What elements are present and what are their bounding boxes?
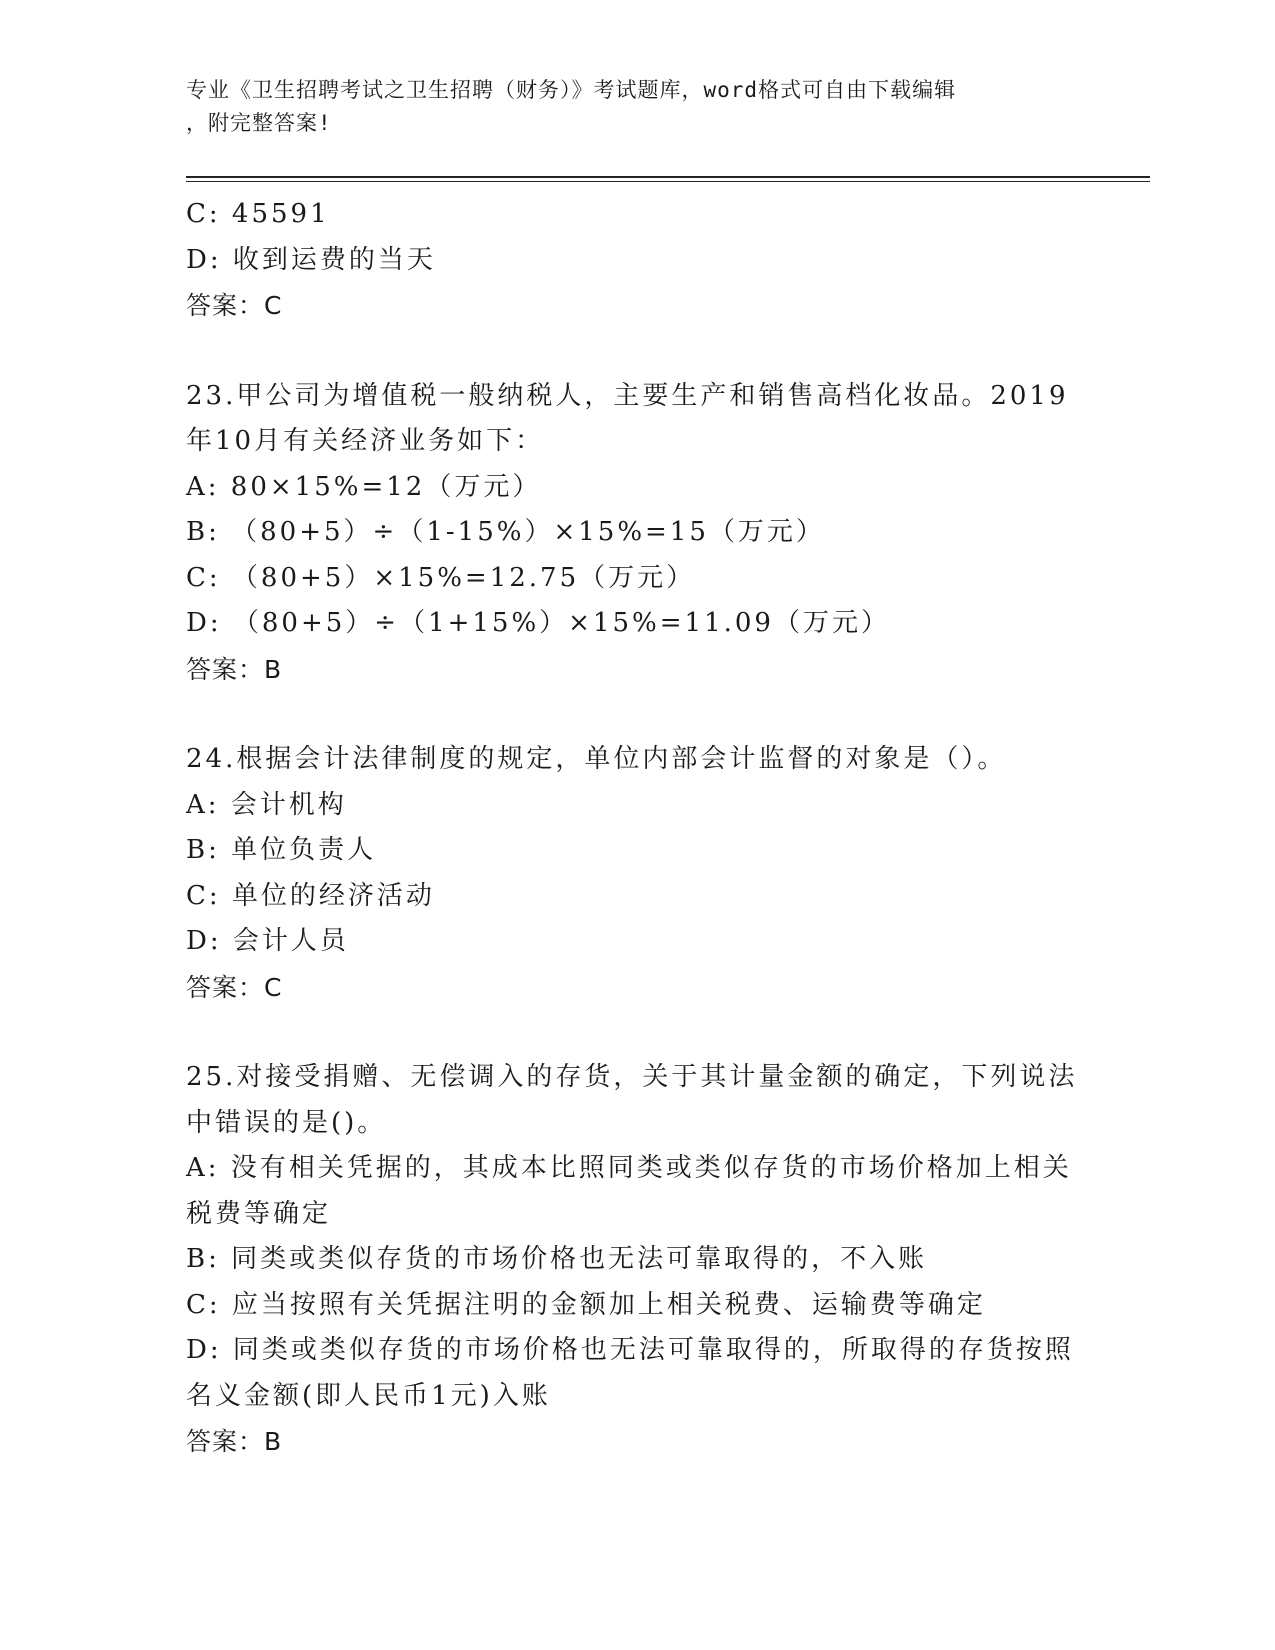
question-23	[186, 374, 1086, 693]
option-d: D: （80+5）÷（1+15%）×15%=11.09（万元）	[186, 608, 890, 638]
option-d-cont: 名义金额(即人民币1元)入账	[186, 1380, 551, 1411]
question-stem-cont: 年10月有关经济业务如下：	[186, 426, 545, 456]
answer: 答案：B	[186, 654, 283, 684]
answer: 答案：C	[186, 291, 283, 320]
header-rule-thick	[186, 176, 1150, 178]
question-stem: 24.根据会计法律制度的规定，单位内部会计监督的对象是（）。	[186, 744, 1007, 774]
option-b: B: 单位负责人	[186, 835, 377, 865]
answer: 答案：C	[186, 972, 283, 1002]
option-c: C: 单位的经济活动	[186, 880, 435, 911]
question-stem: 25.对接受捐赠、无偿调入的存货，关于其计量金额的确定，下列说法	[186, 1062, 1078, 1092]
option-a: A: 80×15%=12（万元）	[186, 471, 542, 502]
question-stem-cont: 中错误的是()。	[186, 1107, 387, 1138]
header-line-2: ，附完整答案!	[186, 111, 332, 135]
question-24	[186, 737, 1086, 1010]
question-stem: 23.甲公司为增值税一般纳税人，主要生产和销售高档化妆品。2019	[186, 380, 1069, 411]
option-c: C: 45591	[186, 199, 330, 229]
option-a: A: 没有相关凭据的，其成本比照同类或类似存货的市场价格加上相关	[186, 1153, 1072, 1183]
option-b: B: （80+5）÷（1-15%）×15%=15（万元）	[186, 517, 825, 547]
option-c: C: 应当按照有关凭据注明的金额加上相关税费、运输费等确定	[186, 1289, 986, 1320]
option-d: D: 会计人员	[186, 926, 349, 956]
option-b: B: 同类或类似存货的市场价格也无法可靠取得的，不入账	[186, 1244, 928, 1274]
header-rule-thin	[186, 181, 1150, 182]
option-a-cont: 税费等确定	[186, 1198, 332, 1229]
option-d: D: 同类或类似存货的市场价格也无法可靠取得的，所取得的存货按照	[186, 1335, 1074, 1365]
header-line-1: 专业《卫生招聘考试之卫生招聘（财务）》考试题库，word格式可自由下载编辑	[186, 78, 957, 102]
question-list	[186, 192, 1086, 1465]
document-header	[186, 74, 1086, 140]
option-d: D: 收到运费的当天	[186, 244, 436, 275]
option-c: C: （80+5）×15%=12.75（万元）	[186, 562, 696, 593]
option-a: A: 会计机构	[186, 789, 347, 820]
previous-question-tail	[186, 192, 1086, 329]
question-25	[186, 1055, 1086, 1465]
answer: 答案：B	[186, 1427, 283, 1456]
